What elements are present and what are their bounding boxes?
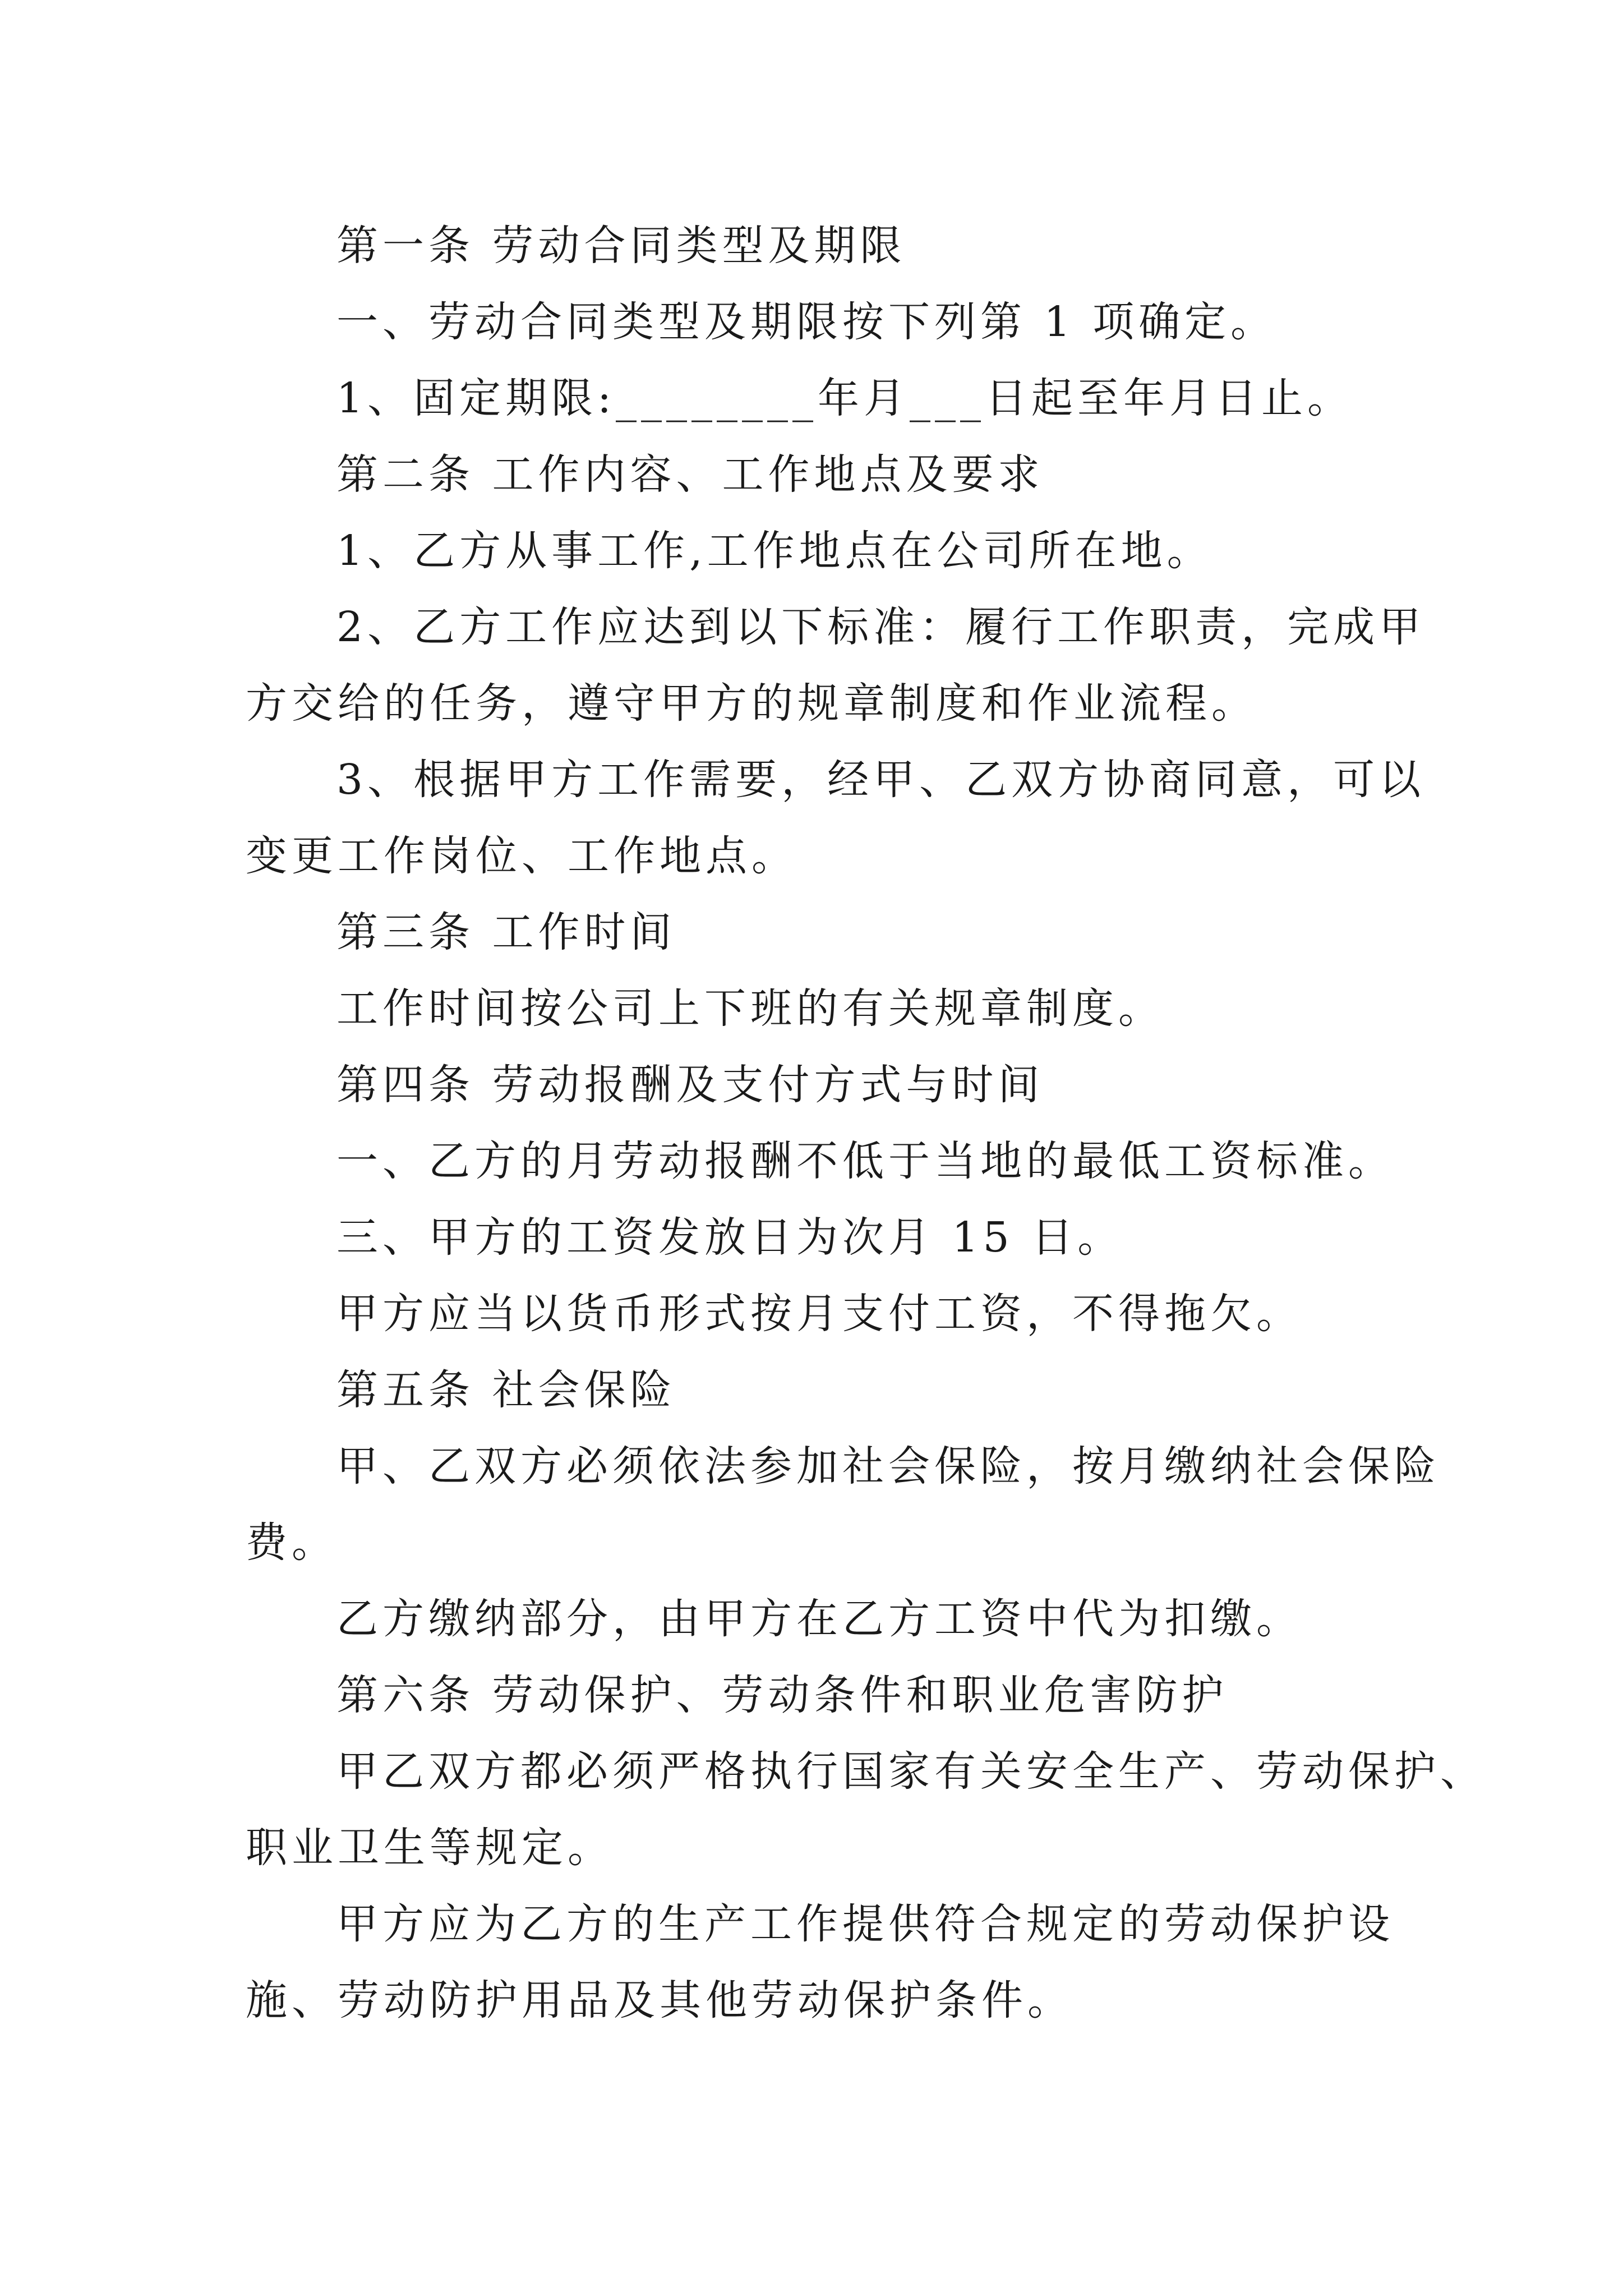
paragraph-continuation: 变更工作岗位、工作地点。 xyxy=(246,832,797,880)
paragraph: 1、固定期限:________年月___日起至年月日止。 xyxy=(336,374,1354,422)
article-3-heading: 第三条 工作时间 xyxy=(336,908,676,956)
paragraph: 一、乙方的月劳动报酬不低于当地的最低工资标准。 xyxy=(336,1137,1394,1185)
paragraph: 工作时间按公司上下班的有关规章制度。 xyxy=(336,984,1164,1033)
paragraph: 甲、乙双方必须依法参加社会保险，按月缴纳社会保险 xyxy=(336,1442,1440,1490)
document-body xyxy=(246,208,1486,2039)
article-1-heading: 第一条 劳动合同类型及期限 xyxy=(336,222,906,270)
paragraph: 三、甲方的工资发放日为次月 15 日。 xyxy=(336,1213,1124,1262)
article-2-heading: 第二条 工作内容、工作地点及要求 xyxy=(336,450,1044,499)
article-5-heading: 第五条 社会保险 xyxy=(336,1366,676,1414)
paragraph-continuation: 施、劳动防护用品及其他劳动保护条件。 xyxy=(246,1976,1073,2024)
paragraph: 3、根据甲方工作需要，经甲、乙双方协商同意，可以 xyxy=(336,756,1426,804)
paragraph: 一、劳动合同类型及期限按下列第 1 项确定。 xyxy=(336,298,1277,346)
article-6-heading: 第六条 劳动保护、劳动条件和职业危害防护 xyxy=(336,1671,1228,1719)
paragraph: 甲乙双方都必须严格执行国家有关安全生产、劳动保护、 xyxy=(336,1747,1486,1796)
paragraph: 乙方缴纳部分，由甲方在乙方工资中代为扣缴。 xyxy=(336,1595,1302,1643)
paragraph: 1、乙方从事工作,工作地点在公司所在地。 xyxy=(336,527,1213,575)
article-4-heading: 第四条 劳动报酬及支付方式与时间 xyxy=(336,1061,1044,1109)
paragraph-continuation: 方交给的任务，遵守甲方的规章制度和作业流程。 xyxy=(246,679,1257,728)
paragraph-continuation: 职业卫生等规定。 xyxy=(246,1824,614,1872)
paragraph: 2、乙方工作应达到以下标准：履行工作职责，完成甲 xyxy=(336,603,1426,651)
paragraph-continuation: 费。 xyxy=(246,1519,338,1567)
paragraph: 甲方应为乙方的生产工作提供符合规定的劳动保护设 xyxy=(336,1900,1394,1948)
paragraph: 甲方应当以货币形式按月支付工资，不得拖欠。 xyxy=(336,1290,1302,1338)
